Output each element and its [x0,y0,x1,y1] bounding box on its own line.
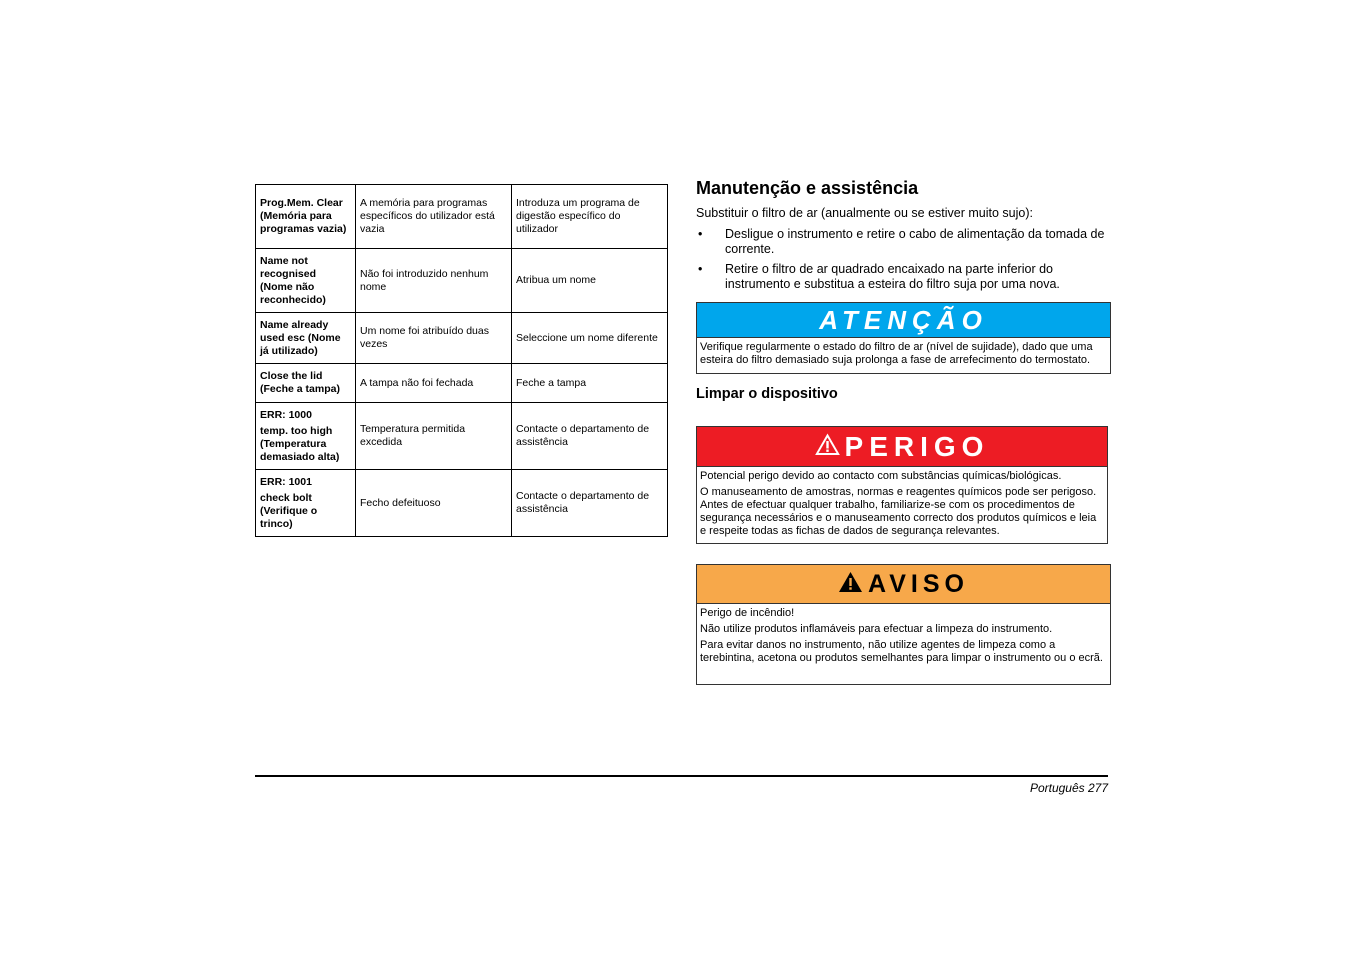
solution-cell: Seleccione um nome diferente [512,313,668,364]
caution-body [697,338,1110,376]
table-row [256,364,668,403]
error-code-cell [256,403,356,470]
solution-cell: Introduza um programa de digestão específico do utilizador [512,185,668,249]
error-description-text: temp. too high (Temperatura demasiado alta) [260,424,340,463]
caution-label: ATENÇÃO [819,304,988,335]
maintenance-heading: Manutenção e assistência [696,178,919,198]
error-code-text: ERR: 1000 [260,408,312,421]
cause-cell: A memória para programas específicos do utilizador está vazia [356,185,512,249]
error-code-cell [256,313,356,364]
maintenance-intro: Substituir o filtro de ar (anualmente ou se estiver muito sujo): [696,206,1033,220]
table-row [256,403,668,470]
error-code-text: Name already used esc (Nome já utilizado) [260,318,341,357]
error-code-cell [256,364,356,403]
warning-notice [696,564,1111,685]
cause-cell: Fecho defeituoso [356,470,512,537]
danger-text: Potencial perigo devido ao contacto com substâncias químicas/biológicas. [700,470,1062,482]
list-item [696,262,1110,291]
cause-cell: A tampa não foi fechada [356,364,512,403]
step-text: Retire o filtro de ar quadrado encaixado na parte inferior do instrumento e substitua a esteira do filtro suja por uma nova. [725,262,1060,291]
caution-banner [697,303,1110,338]
troubleshooting-table [255,184,668,537]
bullet: • [698,227,703,241]
danger-label: PERIGO [844,430,990,462]
warning-banner [697,565,1110,604]
caution-notice [696,302,1111,374]
error-code-text: ERR: 1001 [260,475,312,488]
warning-text: Perigo de incêndio! [700,607,795,619]
error-code-text: Prog.Mem. Clear (Memória para programas vazia) [260,197,347,235]
table-row [256,185,668,249]
danger-notice [696,426,1108,544]
error-description-text: check bolt (Verifique o trinco) [260,491,318,530]
solution-cell: Feche a tampa [512,364,668,403]
solution-cell: Atribua um nome [512,249,668,313]
error-code-text: Close the lid (Feche a tampa) [260,370,340,395]
error-code-cell [256,249,356,313]
cleaning-heading: Limpar o dispositivo [696,386,838,402]
solution-cell: Contacte o departamento de assistência [512,470,668,537]
table-row [256,249,668,313]
error-code-text: Name not recognised (Nome não reconhecido) [260,254,326,306]
table-row [256,313,668,364]
warning-label: AVISO [868,569,969,598]
list-item [696,227,1110,256]
warning-triangle-icon [815,433,840,461]
warning-text: Para evitar danos no instrumento, não utilize agentes de limpeza como a terebintina, acetona ou produtos semelhantes para limpar o instrumento ou o ecrã. [700,639,1103,664]
danger-body [697,467,1107,547]
maintenance-steps-list [696,227,1110,297]
cause-cell: Não foi introduzido nenhum nome [356,249,512,313]
warning-triangle-icon [838,571,863,598]
step-text: Desligue o instrumento e retire o cabo de alimentação da tomada de corrente. [725,227,1105,256]
solution-cell: Contacte o departamento de assistência [512,403,668,470]
cause-cell: Um nome foi atribuído duas vezes [356,313,512,364]
warning-body [697,604,1110,674]
bullet: • [698,262,703,276]
danger-text: O manuseamento de amostras, normas e reagentes químicos pode ser perigoso. Antes de efectuar qualquer trabalho, familiarize-se com os procedimentos de segurança necessários e o manuseamento correcto dos produtos químicos e leia e respeite todas as fichas de dados de segurança relevantes. [700,486,1097,537]
footer-divider [255,775,1108,777]
error-code-cell [256,470,356,537]
danger-banner [697,427,1107,467]
error-code-cell [256,185,356,249]
caution-text: Verifique regularmente o estado do filtro de ar (nível de sujidade), dado que uma esteira do filtro demasiado suja prolonga a fase de arrefecimento do termostato. [700,341,1093,366]
table-row [256,470,668,537]
page-number: Português 277 [1029,781,1108,795]
warning-text: Não utilize produtos inflamáveis para efectuar a limpeza do instrumento. [700,623,1053,635]
cause-cell: Temperatura permitida excedida [356,403,512,470]
